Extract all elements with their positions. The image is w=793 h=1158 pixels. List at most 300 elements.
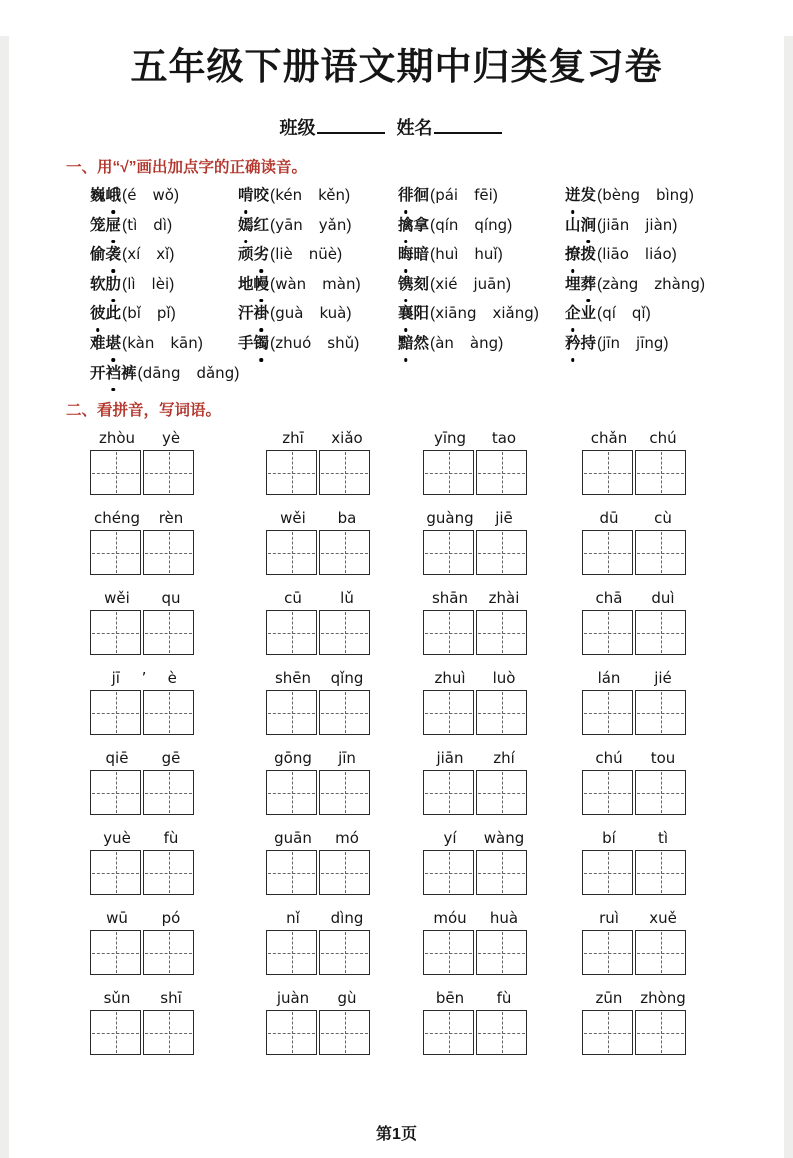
paren-close: ): [533, 305, 539, 323]
pinyin-option[interactable]: bèng: [602, 186, 640, 204]
pinyin-syllable: guān: [274, 829, 312, 848]
writing-cell[interactable]: [319, 450, 370, 495]
writing-cell[interactable]: [90, 930, 141, 975]
dotted-character: 襄: [398, 300, 414, 329]
pinyin-option[interactable]: wǒ: [152, 186, 174, 204]
dotted-character: 屉: [106, 212, 122, 241]
pinyin-option[interactable]: zhàng: [654, 274, 700, 293]
dotted-character: 啃: [238, 182, 254, 211]
writing-cell[interactable]: [143, 930, 194, 975]
word-hanzi: [398, 187, 429, 204]
pinyin-option[interactable]: jīn: [602, 333, 621, 352]
class-blank-field[interactable]: [317, 118, 385, 134]
pronunciation-item: [565, 181, 753, 211]
pinyin-word-group: [90, 750, 198, 815]
pinyin-label: [423, 750, 531, 767]
character: 顽: [238, 246, 254, 264]
writing-cell[interactable]: [423, 770, 474, 815]
pinyin-label: [266, 750, 374, 767]
dotted-character: 峨: [106, 182, 122, 211]
paren-close: ): [497, 246, 503, 264]
pinyin-word-group: [423, 990, 531, 1055]
pinyin-syllable: tao: [491, 429, 517, 448]
dotted-character: 迸: [565, 182, 581, 211]
paren-open: (: [597, 187, 603, 204]
name-label: 姓名: [396, 118, 433, 138]
pinyin-word-group: [423, 750, 531, 815]
pinyin-syllable: wěi: [104, 589, 130, 608]
pinyin-label: [266, 510, 374, 527]
writing-cell[interactable]: [476, 770, 527, 815]
pronunciation-item: [90, 211, 238, 241]
writing-cell[interactable]: [635, 450, 686, 495]
pinyin-option[interactable]: xiǎng: [492, 304, 534, 323]
pinyin-label: [423, 510, 531, 527]
answer-box: [423, 690, 531, 735]
pinyin-syllable: qǐng: [330, 669, 364, 688]
dotted-character: 涧: [581, 212, 597, 241]
answer-box: [423, 770, 531, 815]
pinyin-option[interactable]: wàn: [275, 274, 307, 293]
pinyin-option[interactable]: kān: [170, 333, 198, 352]
writing-cell[interactable]: [582, 690, 633, 735]
writing-cell[interactable]: [143, 610, 194, 655]
pinyin-option[interactable]: xǐ: [156, 245, 170, 264]
paren-close: ): [688, 187, 694, 204]
writing-cell[interactable]: [90, 770, 141, 815]
writing-cell[interactable]: [476, 530, 527, 575]
dotted-character: 幔: [254, 271, 270, 300]
character: 徊: [413, 187, 430, 204]
writing-cell[interactable]: [635, 930, 686, 975]
word-hanzi: [238, 187, 269, 204]
pinyin-option[interactable]: bǐ: [127, 304, 141, 323]
writing-cell[interactable]: [266, 930, 317, 975]
pinyin-option[interactable]: shǔ: [327, 333, 355, 352]
character: 地: [238, 275, 254, 293]
dotted-character: 裆: [106, 360, 122, 389]
answer-box: [582, 770, 690, 815]
writing-cell[interactable]: [476, 850, 527, 895]
pronunciation-item: [398, 329, 565, 359]
dotted-character: 堪: [106, 330, 122, 359]
writing-cell[interactable]: [90, 450, 141, 495]
paren-close: ): [492, 187, 498, 204]
paren-close: ): [169, 246, 175, 264]
pinyin-option[interactable]: qǐ: [631, 304, 646, 323]
writing-cell[interactable]: [635, 770, 686, 815]
writing-cell[interactable]: [90, 530, 141, 575]
writing-cell[interactable]: [319, 610, 370, 655]
answer-box: [423, 1010, 531, 1055]
writing-cell[interactable]: [582, 930, 633, 975]
paren-open: (: [430, 216, 436, 234]
paren-close: ): [672, 216, 678, 234]
word-hanzi: [565, 246, 596, 263]
writing-cell[interactable]: [319, 690, 370, 735]
pinyin-word-group: [582, 910, 690, 975]
writing-cell[interactable]: [266, 610, 317, 655]
writing-cell[interactable]: [476, 930, 527, 975]
writing-cell[interactable]: [266, 850, 317, 895]
writing-cell[interactable]: [143, 690, 194, 735]
pronunciation-item: [565, 270, 753, 300]
pinyin-label: [90, 510, 198, 527]
paren-close: ): [344, 187, 351, 204]
pinyin-option[interactable]: liāo: [602, 245, 629, 264]
writing-cell[interactable]: [423, 690, 474, 735]
writing-cell[interactable]: [423, 450, 474, 495]
pinyin-word-group: [266, 830, 374, 895]
pinyin-word-group: [423, 430, 531, 495]
pinyin-option[interactable]: pǐ: [156, 304, 171, 323]
character: 笼: [90, 216, 106, 234]
writing-cell[interactable]: [635, 850, 686, 895]
writing-cell[interactable]: [582, 1010, 633, 1055]
pinyin-word-group: [266, 590, 374, 655]
pinyin-label: [582, 510, 690, 527]
word-hanzi: [90, 276, 121, 293]
pinyin-apostrophe: ’: [141, 669, 147, 688]
character: 持: [580, 334, 597, 352]
writing-cell[interactable]: [266, 1010, 317, 1055]
dotted-character: 肋: [106, 271, 122, 300]
pinyin-label: [423, 590, 531, 607]
paren-close: ): [337, 246, 343, 264]
pinyin-option[interactable]: guà: [275, 304, 304, 323]
pinyin-label: [582, 830, 690, 847]
pronunciation-item: [238, 211, 398, 241]
answer-box: [90, 770, 198, 815]
pinyin-label: [266, 430, 374, 447]
pinyin-syllable: chú: [649, 429, 677, 448]
pinyin-word-group: [423, 510, 531, 575]
pinyin-option[interactable]: liáo: [644, 245, 672, 264]
paren-open: (: [430, 305, 436, 323]
dotted-character: 褂: [254, 300, 270, 329]
pinyin-label: [423, 910, 531, 927]
paren-close: ): [166, 216, 173, 234]
pinyin-option[interactable]: yān: [275, 215, 303, 234]
paren-close: ): [234, 364, 240, 382]
writing-cell[interactable]: [476, 1010, 527, 1055]
pinyin-word-group: [266, 430, 374, 495]
character: 开: [90, 364, 106, 382]
answer-box: [90, 930, 198, 975]
paren-open: (: [122, 275, 128, 293]
character: 发: [580, 187, 597, 204]
writing-cell[interactable]: [319, 850, 370, 895]
pinyin-label: [266, 590, 374, 607]
pinyin-syllable: zhòu: [98, 429, 136, 448]
character: 手: [238, 334, 254, 352]
pinyin-syllable: bí: [602, 829, 616, 848]
writing-cell[interactable]: [319, 770, 370, 815]
pinyin-option[interactable]: jīng: [636, 333, 664, 352]
pinyin-label: [582, 670, 690, 687]
pinyin-label: [423, 670, 531, 687]
dotted-character: 劣: [254, 241, 270, 270]
pinyin-option[interactable]: bìng: [655, 186, 689, 204]
pinyin-option[interactable]: kěn: [318, 186, 345, 204]
writing-cell[interactable]: [266, 530, 317, 575]
writing-cell[interactable]: [266, 690, 317, 735]
answer-box: [266, 930, 374, 975]
pinyin-option[interactable]: màn: [322, 274, 356, 293]
pinyin-syllable: yuè: [103, 829, 131, 848]
pinyin-word-row: [90, 670, 793, 750]
word-hanzi: [398, 276, 429, 293]
pronunciation-item: [565, 211, 753, 241]
pinyin-option[interactable]: xiāng: [435, 304, 477, 323]
pinyin-label: [90, 990, 198, 1007]
answer-box: [266, 530, 374, 575]
answer-box: [582, 530, 690, 575]
writing-cell[interactable]: [476, 450, 527, 495]
writing-cell[interactable]: [266, 450, 317, 495]
pronunciation-item: [398, 299, 565, 329]
pinyin-syllable: shān: [431, 589, 469, 608]
character: 刻: [413, 275, 430, 293]
writing-cell[interactable]: [582, 450, 633, 495]
character: 拨: [580, 246, 597, 264]
pinyin-option[interactable]: qíng: [474, 215, 508, 234]
word-hanzi: [238, 335, 269, 352]
dotted-character: 企: [565, 300, 581, 329]
pinyin-option[interactable]: liè: [275, 245, 293, 264]
pinyin-option[interactable]: huì: [435, 245, 459, 264]
pinyin-label: [582, 750, 690, 767]
answer-box: [90, 690, 198, 735]
pronunciation-item: [90, 181, 238, 211]
pronunciation-item: [565, 240, 753, 270]
pinyin-option[interactable]: fēi: [474, 186, 493, 204]
pronunciation-item: [90, 359, 238, 389]
pinyin-syllable: ba: [337, 509, 357, 528]
section2-heading: 二、看拼音，写词语。: [66, 402, 222, 420]
pinyin-word-group: [582, 830, 690, 895]
answer-box: [423, 930, 531, 975]
answer-box: [266, 850, 374, 895]
pinyin-syllable: huà: [489, 909, 519, 928]
pronunciation-item: [565, 329, 753, 359]
writing-cell[interactable]: [143, 530, 194, 575]
pinyin-option[interactable]: qí: [602, 304, 616, 323]
pinyin-option[interactable]: kuà: [319, 304, 347, 323]
pinyin-option[interactable]: zàng: [602, 274, 639, 293]
paren-open: (: [270, 305, 276, 323]
pinyin-option[interactable]: kén: [275, 186, 303, 204]
pinyin-option[interactable]: é: [127, 186, 137, 204]
writing-cell[interactable]: [319, 1010, 370, 1055]
dotted-character: 嫣: [238, 212, 254, 241]
paren-open: (: [270, 275, 276, 293]
pinyin-syllable: tì: [657, 829, 669, 848]
pinyin-label: [90, 670, 198, 687]
pinyin-syllable: è: [167, 669, 177, 688]
writing-cell[interactable]: [423, 530, 474, 575]
pinyin-option[interactable]: lèi: [151, 274, 170, 293]
pinyin-option[interactable]: àn: [435, 333, 454, 352]
pinyin-syllable: zhí: [493, 749, 515, 768]
paren-close: ): [507, 216, 513, 234]
pinyin-writing-grid: [90, 430, 793, 1070]
answer-box: [90, 1010, 198, 1055]
pinyin-option[interactable]: nüè: [308, 245, 338, 264]
pinyin-option[interactable]: tì: [127, 215, 138, 234]
paren-open: (: [597, 334, 603, 352]
writing-cell[interactable]: [423, 610, 474, 655]
writing-cell[interactable]: [582, 770, 633, 815]
word-hanzi: [238, 276, 269, 293]
pinyin-word-group: [423, 830, 531, 895]
pinyin-option[interactable]: lì: [127, 274, 136, 293]
pinyin-option[interactable]: huǐ: [474, 245, 498, 264]
word-hanzi: [238, 305, 269, 322]
writing-cell[interactable]: [90, 690, 141, 735]
pinyin-syllable: chā: [595, 589, 623, 608]
answer-box: [90, 610, 198, 655]
pinyin-word-group: [90, 990, 198, 1055]
writing-cell[interactable]: [423, 1010, 474, 1055]
scan-edge-left: [0, 36, 9, 1158]
paren-open: (: [430, 246, 436, 264]
pinyin-syllable: zhī: [282, 429, 304, 448]
pinyin-syllable: jīn: [338, 749, 356, 768]
dotted-character: 徘: [398, 182, 414, 211]
pinyin-syllable: zhòng: [640, 989, 686, 1008]
paren-open: (: [597, 246, 603, 264]
character: 软: [90, 275, 106, 293]
writing-cell[interactable]: [143, 770, 194, 815]
paren-open: (: [122, 187, 128, 204]
writing-cell[interactable]: [582, 850, 633, 895]
pinyin-option[interactable]: xí: [127, 245, 141, 264]
pinyin-syllable: tou: [650, 749, 676, 768]
writing-cell[interactable]: [319, 530, 370, 575]
paren-close: ): [498, 334, 504, 352]
paren-close: ): [173, 187, 180, 204]
writing-cell[interactable]: [476, 690, 527, 735]
writing-cell[interactable]: [635, 610, 686, 655]
pinyin-syllable: chéng: [93, 509, 140, 528]
pinyin-word-group: [266, 990, 374, 1055]
paren-close: ): [663, 334, 669, 352]
name-blank-field[interactable]: [434, 118, 502, 134]
writing-cell[interactable]: [582, 530, 633, 575]
paren-open: (: [122, 246, 128, 264]
pinyin-syllable: jiān: [436, 749, 464, 768]
writing-cell[interactable]: [476, 610, 527, 655]
pinyin-option[interactable]: dǎng: [196, 363, 235, 382]
paren-open: (: [270, 187, 276, 204]
character: 阳: [413, 305, 430, 323]
pinyin-word-group: [582, 510, 690, 575]
answer-box: [423, 530, 531, 575]
pronunciation-item: [238, 270, 398, 300]
writing-cell[interactable]: [143, 1010, 194, 1055]
pinyin-option[interactable]: jiàn: [645, 215, 673, 234]
pinyin-option[interactable]: pái: [435, 186, 459, 204]
writing-cell[interactable]: [90, 610, 141, 655]
pinyin-label: [266, 830, 374, 847]
answer-box: [266, 450, 374, 495]
pinyin-word-group: [423, 910, 531, 975]
pinyin-label: [266, 910, 374, 927]
character: 咬: [253, 187, 270, 204]
character: 埋: [565, 275, 581, 293]
pinyin-option[interactable]: dāng: [142, 363, 181, 382]
pinyin-syllable: luò: [492, 669, 516, 688]
pinyin-option[interactable]: juān: [473, 274, 506, 293]
paren-close: ): [671, 246, 677, 264]
pinyin-option[interactable]: jiān: [602, 215, 630, 234]
pinyin-word-group: [90, 430, 198, 495]
word-hanzi: [565, 187, 596, 204]
writing-cell[interactable]: [143, 450, 194, 495]
pinyin-label: [90, 590, 198, 607]
pronunciation-item: [90, 240, 238, 270]
writing-cell[interactable]: [635, 690, 686, 735]
writing-cell[interactable]: [423, 850, 474, 895]
pinyin-option[interactable]: àng: [469, 333, 499, 352]
pronunciation-choice-grid: [90, 181, 753, 388]
answer-box: [266, 690, 374, 735]
pinyin-syllable: wū: [106, 909, 128, 928]
pinyin-word-row: [90, 910, 793, 990]
writing-cell[interactable]: [635, 530, 686, 575]
writing-cell[interactable]: [635, 1010, 686, 1055]
writing-cell[interactable]: [319, 930, 370, 975]
paren-close: ): [354, 334, 360, 352]
section1-heading: 一、用“√”画出加点字的正确读音。: [66, 159, 308, 176]
pinyin-syllable: cù: [654, 509, 672, 528]
dotted-character: 镯: [254, 330, 270, 359]
character: 业: [580, 305, 597, 323]
pinyin-option[interactable]: zhuó: [275, 333, 312, 352]
writing-cell[interactable]: [266, 770, 317, 815]
writing-cell[interactable]: [143, 850, 194, 895]
pinyin-syllable: lǔ: [340, 589, 354, 608]
pinyin-syllable: sǔn: [103, 989, 131, 1008]
pinyin-option[interactable]: xié: [435, 274, 458, 293]
pinyin-option[interactable]: dì: [153, 215, 167, 234]
writing-cell[interactable]: [90, 1010, 141, 1055]
writing-cell[interactable]: [582, 610, 633, 655]
writing-cell[interactable]: [90, 850, 141, 895]
paren-close: ): [699, 275, 706, 293]
word-hanzi: [90, 365, 137, 382]
pinyin-word-group: [582, 670, 690, 735]
writing-cell[interactable]: [423, 930, 474, 975]
character: 偷: [90, 246, 106, 264]
answer-box: [582, 690, 690, 735]
pinyin-syllable: duì: [651, 589, 675, 608]
pinyin-syllable: yè: [161, 429, 181, 448]
word-hanzi: [565, 217, 596, 234]
pinyin-syllable: yīng: [433, 429, 467, 448]
pinyin-option[interactable]: qín: [435, 215, 459, 234]
pinyin-syllable: nǐ: [286, 909, 300, 928]
pinyin-option[interactable]: kàn: [127, 333, 155, 352]
pinyin-syllable: fù: [496, 989, 512, 1008]
answer-box: [423, 850, 531, 895]
pinyin-syllable: bēn: [435, 989, 465, 1008]
pinyin-syllable: xiǎo: [331, 429, 363, 448]
pinyin-syllable: jī: [111, 669, 120, 688]
pinyin-option[interactable]: yǎn: [318, 215, 347, 234]
page-number: 第1页: [376, 1126, 417, 1143]
